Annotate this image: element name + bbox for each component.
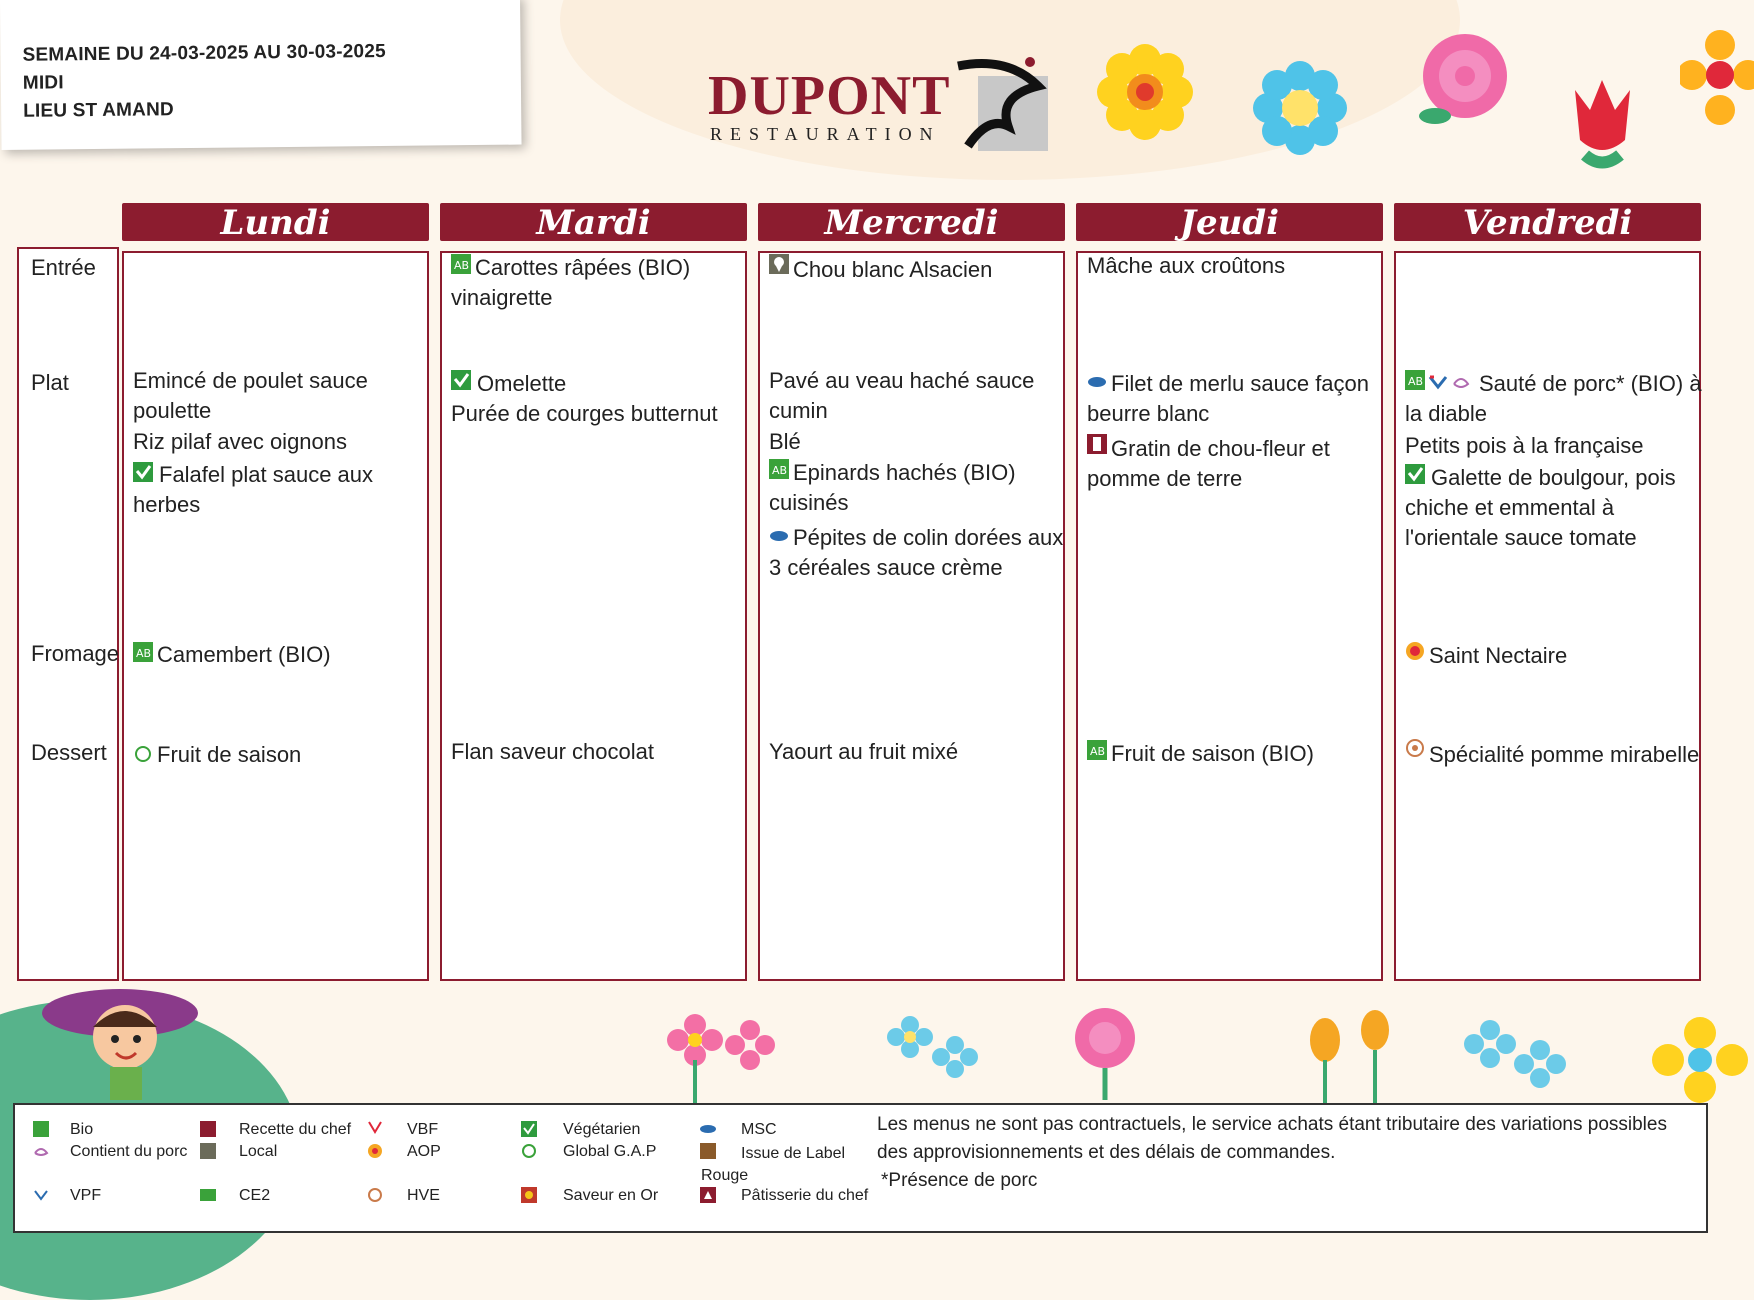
dish-vendredi-plat-2: Petits pois à la française: [1405, 433, 1644, 458]
dish-jeudi-plat-1: [1087, 369, 1382, 429]
dish-mardi-plat-1: [451, 369, 736, 399]
dish-mercredi-plat-3: [769, 458, 1054, 518]
local-icon: [200, 1143, 216, 1159]
dish-text: Fruit de saison (BIO): [1111, 741, 1314, 766]
legend-globalgap: Global G.A.P: [563, 1143, 657, 1160]
dish-text: Fruit de saison: [157, 742, 302, 767]
global-gap-icon: [521, 1143, 537, 1159]
day-header-mardi: Mardi: [440, 203, 747, 241]
bio-icon: [451, 254, 471, 274]
legend-box: [13, 1103, 1708, 1233]
logo-subtitle: RESTAURATION: [710, 124, 941, 144]
vpf-icon: [1428, 372, 1448, 392]
day-column-vendredi: [1394, 251, 1701, 981]
msc-icon: [700, 1121, 716, 1137]
dish-mardi-dessert: Flan saveur chocolat: [451, 739, 654, 764]
day-header-vendredi: Vendredi: [1394, 203, 1701, 241]
day-header-lundi: Lundi: [122, 203, 429, 241]
legend-vegetarien: Végétarien: [563, 1121, 641, 1138]
dish-vendredi-plat-3: [1405, 463, 1695, 553]
dish-text: Filet de merlu sauce façon beurre blanc: [1087, 371, 1370, 426]
ce2-icon: [200, 1187, 216, 1203]
tulip-icon: [1300, 1010, 1410, 1105]
legend-ce2: CE2: [239, 1187, 271, 1204]
dish-mardi-plat-2: Purée de courges butternut: [451, 401, 718, 426]
bio-icon: [769, 459, 789, 479]
vegetarian-icon: [451, 370, 471, 390]
dish-lundi-plat-1: Emincé de poulet sauce poulette: [133, 368, 368, 423]
dish-text: Carottes râpées (BIO) vinaigrette: [451, 255, 691, 310]
tulip-icon: [1565, 70, 1640, 170]
bio-icon: [133, 642, 153, 662]
svg-text:AB: AB: [1408, 375, 1424, 388]
girl-illustration: [40, 975, 220, 1100]
dish-text: Pépites de colin dorées aux 3 céréales sauce crème: [769, 525, 1064, 580]
legend-bio: Bio: [70, 1121, 94, 1138]
dish-mercredi-dessert: Yaourt au fruit mixé: [769, 739, 959, 764]
legend-disclaimer: Les menus ne sont pas contractuels, le service achats étant tributaire des variations possibles des approvisionnements et des délais de commandes.: [877, 1114, 1667, 1163]
day-column-mercredi: [758, 251, 1065, 981]
header-card: [0, 0, 522, 150]
flower-icon: [660, 1005, 780, 1105]
dish-text: Gratin de chou-fleur et pomme de terre: [1087, 436, 1330, 491]
dish-jeudi-plat-2: [1087, 434, 1377, 494]
vbf-icon: [367, 1119, 383, 1135]
flower-icon: [1460, 1010, 1570, 1105]
day-column-jeudi: [1076, 251, 1383, 981]
pork-icon: [33, 1143, 49, 1159]
legend-local: Local: [239, 1143, 278, 1160]
dish-vendredi-fromage: [1405, 641, 1695, 671]
dish-vendredi-dessert: [1405, 740, 1705, 770]
legend-saveur: Saveur en Or: [563, 1187, 659, 1204]
flower-icon: [1250, 58, 1350, 158]
dish-text: Chou blanc Alsacien: [793, 257, 993, 282]
legend-pork-note: *Présence de porc: [881, 1170, 1038, 1191]
dish-mercredi-plat-1: Pavé au veau haché sauce cumin: [769, 368, 1035, 423]
legend-label-rouge: Issue de Label Rouge: [701, 1145, 846, 1184]
svg-text:AB: AB: [772, 464, 788, 477]
chef-recipe-icon: [200, 1121, 216, 1137]
dish-mercredi-plat-2: Blé: [769, 429, 801, 454]
vegetarian-icon: [521, 1121, 537, 1137]
row-label-column: [17, 247, 119, 981]
dish-mercredi-entree: [769, 255, 1054, 285]
chef-recipe-icon: [1087, 434, 1107, 454]
legend-vbf: VBF: [407, 1121, 439, 1138]
svg-text:AB: AB: [136, 647, 152, 660]
svg-text:AB: AB: [1090, 745, 1106, 758]
aop-icon: [367, 1143, 383, 1159]
saveur-en-or-icon: [521, 1187, 537, 1203]
dish-vendredi-plat-1: [1405, 369, 1705, 429]
flower-icon: [1680, 30, 1754, 130]
dish-text: Falafel plat sauce aux herbes: [133, 462, 374, 517]
flower-icon: [1095, 42, 1195, 142]
legend-hve: HVE: [407, 1187, 440, 1204]
bio-icon: [1087, 740, 1107, 760]
dish-lundi-plat-2: Riz pilaf avec oignons: [133, 429, 348, 454]
global-gap-icon: [133, 744, 153, 764]
vpf-icon: [33, 1187, 49, 1203]
logo-name: DUPONT: [708, 65, 951, 127]
rose-icon: [1065, 1000, 1145, 1100]
dish-mercredi-plat-4: [769, 523, 1074, 583]
bio-icon: [33, 1121, 49, 1137]
dish-lundi-fromage: [133, 640, 413, 670]
msc-icon: [769, 526, 789, 546]
dish-text: Epinards hachés (BIO) cuisinés: [769, 460, 1016, 515]
day-column-mardi: [440, 251, 747, 981]
dish-text: Galette de boulgour, pois chiche et emmental à l'orientale sauce tomate: [1405, 465, 1676, 550]
msc-icon: [1087, 372, 1107, 392]
aop-icon: [1405, 641, 1425, 661]
flower-icon: [1650, 1015, 1750, 1105]
legend-vpf: VPF: [70, 1187, 102, 1204]
local-icon: [769, 254, 789, 274]
svg-text:AB: AB: [454, 259, 470, 272]
dish-text: Sauté de porc* (BIO) à la diable: [1405, 371, 1702, 426]
vegetarian-icon: [133, 462, 153, 482]
dish-lundi-plat-3: [133, 460, 413, 520]
bio-icon: [1405, 370, 1425, 390]
company-logo: [708, 56, 1048, 151]
legend-patisserie: Pâtisserie du chef: [741, 1187, 869, 1204]
dish-text: Spécialité pomme mirabelle: [1429, 742, 1700, 767]
legend-recette: Recette du chef: [239, 1121, 352, 1138]
dish-jeudi-entree: Mâche aux croûtons: [1087, 253, 1286, 278]
hve-icon: [1405, 738, 1425, 758]
dish-mardi-entree: [451, 253, 736, 313]
pork-icon: [1451, 372, 1471, 392]
day-header-mercredi: Mercredi: [758, 203, 1065, 241]
row-label-fromage: Fromage: [31, 641, 120, 666]
vegetarian-icon: [1405, 464, 1425, 484]
day-column-lundi: [122, 251, 429, 981]
dish-jeudi-dessert: [1087, 739, 1377, 769]
row-label-entree: Entrée: [31, 255, 96, 280]
legend-msc: MSC: [741, 1121, 777, 1138]
location: LIEU ST AMAND: [23, 99, 175, 122]
week-title: SEMAINE DU 24-03-2025 AU 30-03-2025: [22, 40, 386, 66]
flower-icon: [880, 1005, 980, 1105]
dish-text: Saint Nectaire: [1429, 643, 1568, 668]
day-header-jeudi: Jeudi: [1076, 203, 1383, 241]
rose-icon: [1415, 28, 1515, 128]
row-label-dessert: Dessert: [31, 740, 107, 765]
patisserie-icon: [700, 1187, 716, 1203]
hve-icon: [367, 1187, 383, 1203]
row-label-plat: Plat: [31, 370, 69, 395]
dish-lundi-dessert: [133, 740, 413, 770]
dish-text: Omelette: [477, 371, 567, 396]
logo-figure-icon: [938, 56, 1048, 151]
legend-aop: AOP: [407, 1143, 441, 1160]
dish-text: Camembert (BIO): [157, 642, 331, 667]
legend-porc: Contient du porc: [70, 1143, 188, 1160]
meal-type: MIDI: [22, 72, 64, 94]
